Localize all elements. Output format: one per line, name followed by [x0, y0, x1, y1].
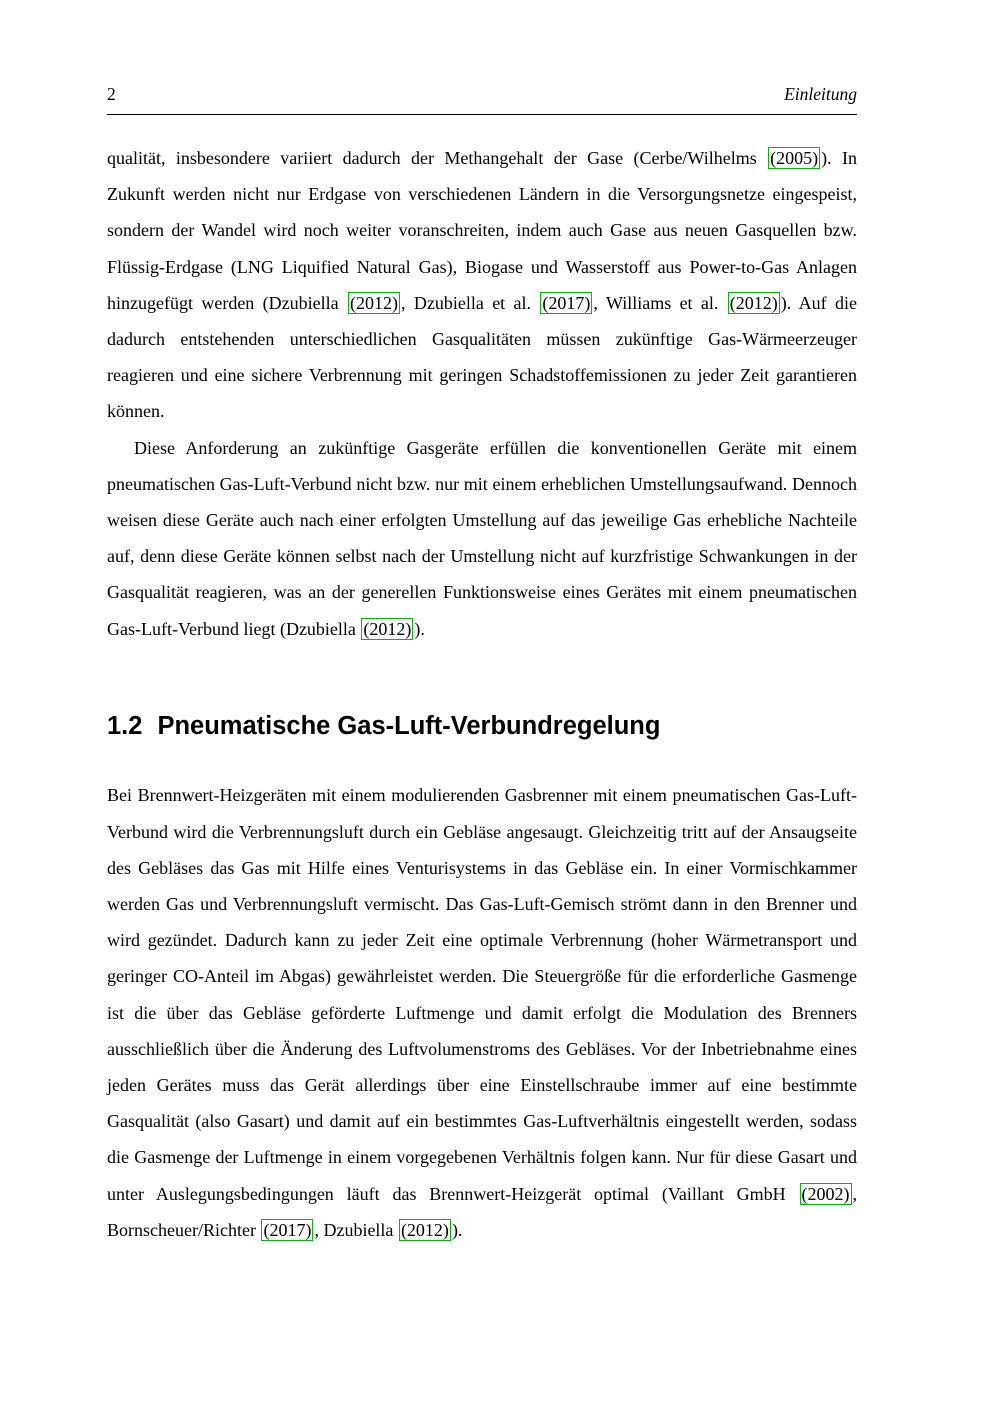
paragraph-pneumatic-control: Bei Brennwert-Heizgeräten mit einem modulierenden Gasbrenner mit einem pneumatischen Gas-Luft-Verbund wird die Verbrennungsluft durch ein Gebläse angesaugt. Gleichzeitig tritt auf der Ansaugseite des Gebläses das Gas mit Hilfe eines Venturisystems in das Gebläse ein. In einer Vormischkammer werden Gas und Verbrennungsluft vermischt. Das Gas-Luft-Gemisch strömt dann in den Brenner und wird gezündet. Dadurch kann zu jeder Zeit eine optimale Verbrennung (hoher Wärmetransport und geringer CO-Anteil im Abgas) gewährleistet werden. Die Steuergröße für die erforderliche Gasmenge ist die über das Gebläse geförderte Luftmenge und damit erfolgt die Modulation des Brenners ausschließlich über die Änderung des Luftvolumenstroms des Gebläses. Vor der Inbetriebnahme eines jeden Gerätes muss das Gerät allerdings über eine Einstellschraube immer auf eine bestimmte Gasqualität (also Gasart) und damit auf ein bestimmtes Gas-Luftverhältnis eingestellt werden, sodass die Gasmenge der Luftmenge in einem vorgegebenen Verhältnis folgen kann. Nur für diese Gasart und unter Auslegungsbedingungen läuft das Brennwert-Heizgerät optimal (Vaillant GmbH (2002) , Bornscheuer/Richter (2017) , Dzubiella (2012) ). — [107, 785, 857, 1240]
citation-year-link[interactable]: (2012) — [350, 292, 398, 313]
citation-year-link[interactable]: (2005) — [770, 148, 819, 168]
citation-year-link[interactable]: (2012) — [729, 292, 778, 313]
page-number: 2 — [107, 84, 116, 104]
page-body — [107, 140, 857, 1248]
section-heading — [107, 711, 857, 742]
paragraph-requirements: Diese Anforderung an zukünftige Gasgeräte erfüllen die konventionellen Geräte mit einem pneumatischen Gas-Luft-Verbund nicht bzw. nur mit einem erheblichen Umstellungsaufwand. Dennoch weisen diese Geräte auch nach einer erfolgten Umstellung auf das jeweilige Gas erhebliche Nachteile auf, denn diese Geräte können selbst nach der Umstellung nicht auf kurzfristige Schwankungen in der Gasqualität reagieren, was an der generellen Funktionsweise eines Gerätes mit einem pneumatischen Gas-Luft-Verbund liegt (Dzubiella (2012) ). — [107, 437, 857, 639]
paragraph-intro-continuation: qualität, insbesondere variiert dadurch der Methangehalt der Gase (Cerbe/Wilhelms (2005) ). In Zukunft werden nicht nur Erdgase von verschiedenen Ländern in die Versorgungsnetze eingespeist, sondern der Wandel wird noch weiter voranschreiten, indem auch Gase aus neuen Gasquellen bzw. Flüssig-Erdgase (LNG Liquified Natural Gas), Biogase und Wasserstoff aus Power-to-Gas Anlagen hinzugefügt werden (Dzubiella (2012) , Dzubiella et al. (2017) , Williams et al. (2012) ). Auf die dadurch entstehenden unterschiedlichen Gasqualitäten müssen zukünftige Gas-Wärmeerzeuger reagieren und eine sichere Verbrennung mit geringen Schadstoffemissionen zu jeder Zeit garantieren können. — [107, 148, 857, 422]
citation-year-link[interactable]: (2002) — [801, 1183, 850, 1204]
section-title: Pneumatische Gas-Luft-Verbundregelung — [157, 711, 661, 740]
section-number: 1.2 — [107, 711, 143, 740]
citation-year-link[interactable]: (2012) — [363, 618, 412, 639]
citation-year-link[interactable]: (2017) — [263, 1219, 312, 1240]
running-chapter-title: Einleitung — [784, 84, 857, 104]
citation-year-link[interactable]: (2017) — [542, 292, 591, 313]
citation-year-link[interactable]: (2012) — [400, 1219, 449, 1240]
page-header — [107, 84, 857, 115]
